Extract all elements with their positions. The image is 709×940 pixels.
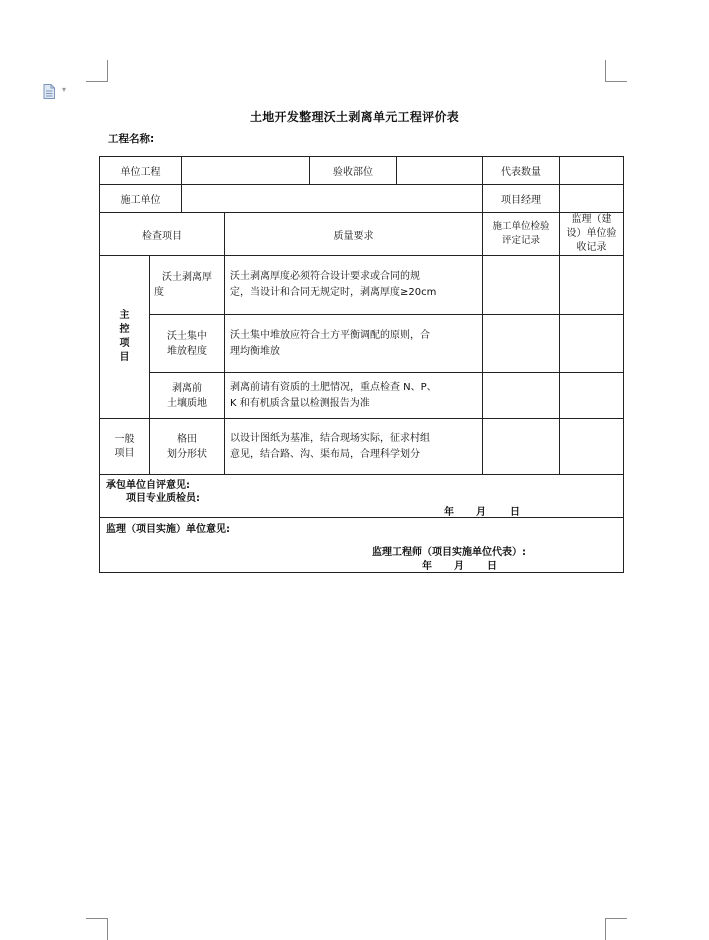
contractor-record-cell[interactable] [483, 373, 560, 419]
supervisor-record-line1: 监理（建 [571, 214, 612, 225]
supervisor-opinion-label: 监理（项目实施）单位意见: [106, 524, 230, 535]
main-control-label [100, 256, 150, 419]
contractor-record-label: 施工单位检验评定记录 [492, 221, 550, 246]
requirement-line1: 以设计图纸为基准，结合现场实际，征求村组 [230, 432, 430, 444]
unit-project-value[interactable] [182, 157, 310, 185]
requirement-soil-thickness [225, 256, 483, 315]
general-label-line1: 一般 [114, 433, 135, 445]
supervisor-record-line3: 收记录 [576, 242, 607, 253]
general-label-line2: 项目 [114, 447, 135, 459]
contractor-opinion-section[interactable] [100, 475, 624, 518]
supervisor-day: 日 [487, 561, 497, 572]
construction-unit-label: 施工单位 [100, 185, 182, 213]
requirement-line1: 沃土剥离厚度必须符合设计要求或合同的规 [230, 271, 420, 282]
supervisor-year: 年 [422, 561, 432, 572]
representative-quantity-value[interactable] [560, 157, 624, 185]
item-name-soil-texture [150, 373, 225, 419]
acceptance-location-value[interactable] [397, 157, 483, 185]
main-control-char-1: 主 [119, 310, 130, 321]
quality-inspector-label: 项目专业质检员: [126, 493, 200, 504]
quality-requirement-header: 质量要求 [225, 213, 483, 256]
supervisor-record-cell[interactable] [560, 256, 624, 315]
supervisor-record-header [560, 213, 624, 256]
item-name-line2: 划分形状 [167, 448, 207, 460]
main-control-char-3: 项 [119, 338, 130, 349]
representative-quantity-label: 代表数量 [483, 157, 560, 185]
item-name-soil-thickness [150, 256, 225, 315]
inspection-item-header: 检查项目 [100, 213, 225, 256]
supervising-engineer-label: 监理工程师（项目实施单位代表）: [372, 547, 526, 558]
item-name-line1: 剥离前 [172, 382, 202, 394]
acceptance-location-label: 验收部位 [310, 157, 397, 185]
contractor-record-cell[interactable] [483, 315, 560, 373]
contractor-record-cell[interactable] [483, 419, 560, 475]
supervisor-record-cell[interactable] [560, 315, 624, 373]
unit-project-label: 单位工程 [100, 157, 182, 185]
item-name-field-division [150, 419, 225, 475]
item-name-line1: 沃土剥离厚 [162, 272, 212, 283]
project-manager-label: 项目经理 [483, 185, 560, 213]
contractor-year: 年 [444, 507, 454, 518]
project-name-label: 工程名称: [108, 133, 155, 145]
document-icon[interactable] [43, 84, 55, 99]
contractor-month: 月 [476, 507, 486, 518]
item-name-line2: 堆放程度 [167, 345, 207, 357]
item-name-line2: 土壤质地 [167, 397, 207, 409]
crop-mark-bottom-left [86, 918, 108, 940]
requirement-line2: K 和有机质含量以检测报告为准 [230, 397, 370, 409]
page-title: 土地开发整理沃土剥离单元工程评价表 [249, 110, 460, 124]
supervisor-record-line2: 设）单位验 [566, 228, 617, 239]
crop-mark-top-left [86, 60, 108, 82]
requirement-field-division [225, 419, 483, 475]
crop-mark-top-right [605, 60, 627, 82]
construction-unit-value[interactable] [182, 185, 483, 213]
supervisor-record-cell[interactable] [560, 419, 624, 475]
item-name-line2: 度 [154, 287, 164, 298]
main-control-char-4: 目 [119, 352, 130, 363]
requirement-line2: 定，当设计和合同无规定时，剥离厚度≥20cm [230, 287, 437, 298]
item-name-line1: 格田 [177, 433, 197, 445]
contractor-opinion-label: 承包单位自评意见: [106, 480, 190, 491]
contractor-record-header [483, 213, 560, 256]
requirement-line2: 意见，结合路、沟、渠布局，合理科学划分 [230, 448, 420, 460]
contractor-day: 日 [510, 507, 520, 518]
requirement-soil-stacking [225, 315, 483, 373]
evaluation-table [99, 156, 624, 573]
requirement-soil-texture [225, 373, 483, 419]
supervisor-opinion-section[interactable] [100, 518, 624, 573]
supervisor-record-cell[interactable] [560, 373, 624, 419]
item-name-soil-stacking [150, 315, 225, 373]
contractor-record-cell[interactable] [483, 256, 560, 315]
main-control-char-2: 控 [119, 324, 130, 335]
project-manager-value[interactable] [560, 185, 624, 213]
supervisor-month: 月 [454, 561, 464, 572]
requirement-line2: 理均衡堆放 [230, 345, 280, 357]
requirement-line1: 剥离前请有资质的土肥情况，重点检查 N、P、 [230, 381, 437, 393]
chevron-down-icon[interactable]: ▾ [62, 85, 67, 94]
general-item-label [100, 419, 150, 475]
item-name-line1: 沃土集中 [167, 330, 207, 342]
requirement-line1: 沃土集中堆放应符合土方平衡调配的原则，合 [230, 329, 430, 341]
crop-mark-bottom-right [605, 918, 627, 940]
